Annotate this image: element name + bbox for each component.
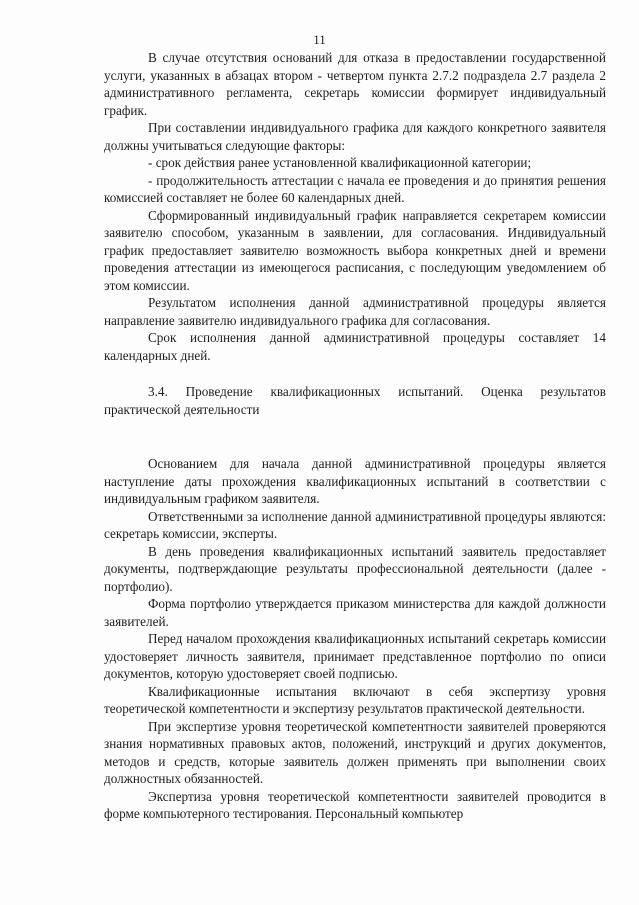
- paragraph: При экспертизе уровня теоретической компетентности заявителей проверяются знания нормативных правовых актов, положений, инструкций и других документов, методов и средств, которые заявитель должен применять при выполнении своих должностных обязанностей.: [104, 718, 606, 786]
- paragraph: Результатом исполнения данной административной процедуры является направление заявителю индивидуального графика для согласования.: [104, 295, 606, 328]
- list-item: - продолжительность аттестации с начала ее проведения и до принятия решения комиссией составляет не более 60 календарных дней.: [104, 172, 606, 205]
- paragraph: В случае отсутствия оснований для отказа в предоставлении государственной услуги, указанных в абзацах втором - четвертом пункта 2.7.2 подраздела 2.7 раздела 2 административного регламента, секретарь комиссии формирует индивидуальный график.: [104, 50, 606, 118]
- list-item: - срок действия ранее установленной квалификационной категории;: [148, 155, 532, 170]
- spacer: [104, 364, 606, 383]
- paragraph: Срок исполнения данной административной процедуры составляет 14 календарных дней.: [104, 330, 606, 363]
- paragraph: Основанием для начала данной административной процедуры является наступление даты прохождения квалификационных испытаний в соответствии с индивидуальным графиком заявителя.: [104, 456, 606, 506]
- document-body: [104, 49, 606, 823]
- paragraph: Форма портфолио утверждается приказом министерства для каждой должности заявителей.: [104, 596, 606, 629]
- paragraph: Ответственными за исполнение данной административной процедуры являются: секретарь комиссии, эксперты.: [104, 508, 606, 541]
- spacer: [104, 418, 606, 455]
- section-heading: 3.4. Проведение квалификационных испытаний. Оценка результатов практической деятельности: [104, 384, 606, 417]
- paragraph: Экспертиза уровня теоретической компетентности заявителей проводится в форме компьютерного тестирования. Персональный компьютер: [104, 788, 606, 821]
- paragraph: Перед началом прохождения квалификационных испытаний секретарь комиссии удостоверяет личность заявителя, принимает представленное портфолио по описи документов, которую удостоверяет своей подписью.: [104, 631, 606, 681]
- page-number: 11: [313, 32, 326, 47]
- paragraph: В день проведения квалификационных испытаний заявитель предоставляет документы, подтверждающие результаты профессиональной деятельности (далее - портфолио).: [104, 543, 606, 594]
- paragraph: При составлении индивидуального графика для каждого конкретного заявителя должны учитываться следующие факторы:: [104, 120, 606, 153]
- paragraph: Квалификационные испытания включают в себя экспертизу уровня теоретической компетентности и экспертизу результатов практической деятельности.: [104, 683, 606, 716]
- paragraph: Сформированный индивидуальный график направляется секретарем комиссии заявителю способом, указанным в заявлении, для согласования. Индивидуальный график предоставляет заявителю возможность выбора конкретных дней и времени проведения аттестации из имеющегося расписания, с последующим уведомлением об этом комиссии.: [104, 207, 606, 293]
